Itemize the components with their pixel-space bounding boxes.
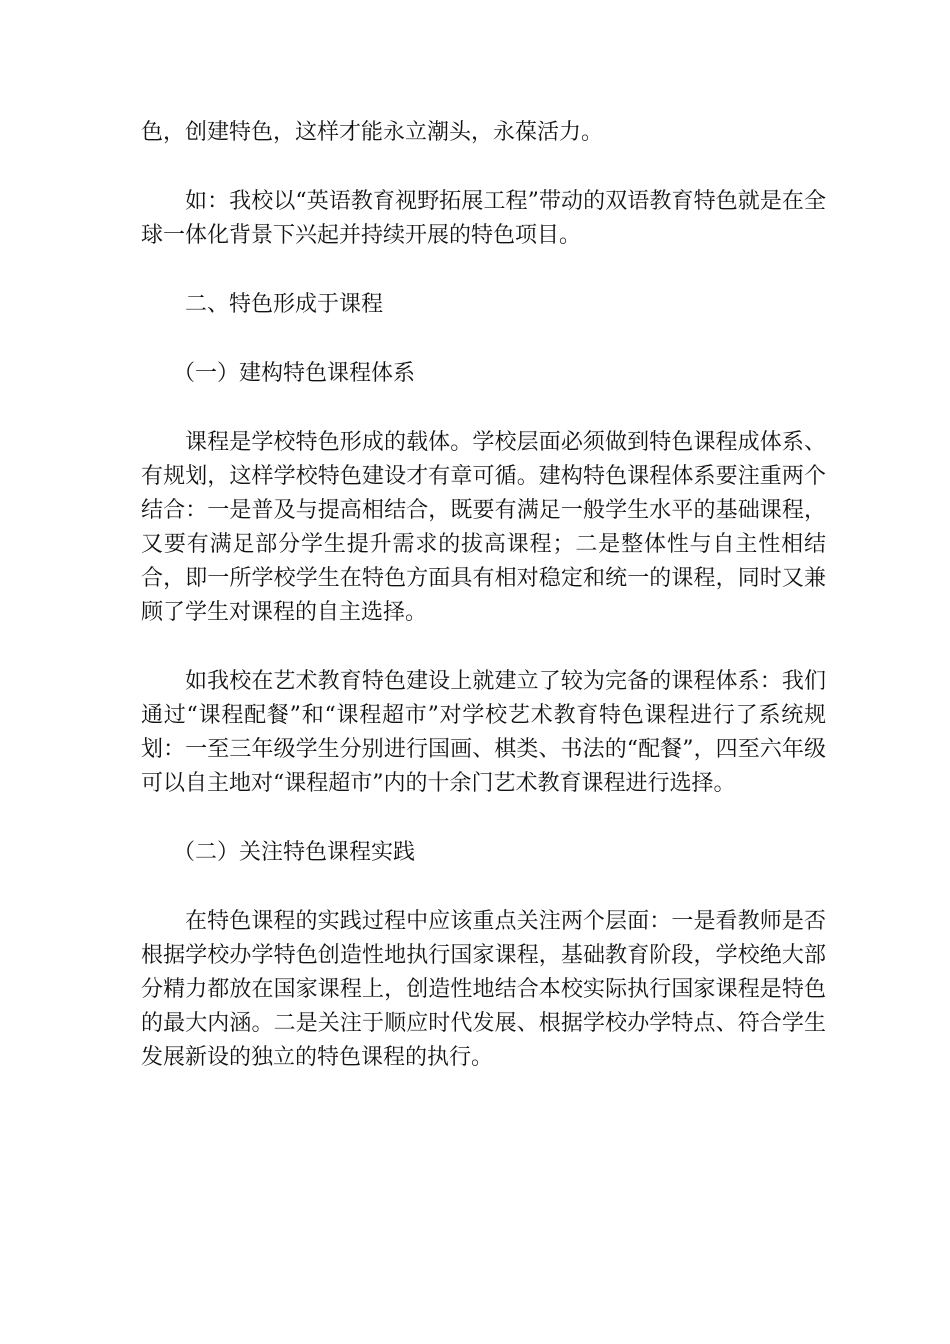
paragraph-curriculum-system: 课程是学校特色形成的载体。学校层面必须做到特色课程成体系、有规划，这样学校特色建设才有章可循。建构特色课程体系要注重两个结合：一是普及与提高相结合，既要有满足一般学生水平的基础课程，又要有满足部分学生提升需求的拔高课程；二是整体性与自主性相结合，即一所学校学生在特色方面具有相对稳定和统一的课程，同时又兼顾了学生对课程的自主选择。 xyxy=(141,430,826,625)
subsection-heading-2: （二）关注特色课程实践 xyxy=(173,840,416,865)
paragraph-art-education-example: 如我校在艺术教育特色建设上就建立了较为完备的课程体系：我们通过“课程配餐”和“课程超市”对学校艺术教育特色课程进行了系统规划：一至三年级学生分别进行国画、棋类、书法的“配餐”，四至六年级可以自主地对“课程超市”内的十余门艺术教育课程进行选择。 xyxy=(141,669,826,796)
paragraph-curriculum-practice: 在特色课程的实践过程中应该重点关注两个层面：一是看教师是否根据学校办学特色创造性地执行国家课程，基础教育阶段，学校绝大部分精力都放在国家课程上，创造性地结合本校实际执行国家课程是特色的最大内涵。二是关注于顺应时代发展、根据学校办学特点、符合学生发展新设的独立的特色课程的执行。 xyxy=(141,909,826,1070)
document-body xyxy=(141,116,826,1110)
paragraph-bilingual-example: 如：我校以“英语教育视野拓展工程”带动的双语教育特色就是在全球一体化背景下兴起并持续开展的特色项目。 xyxy=(141,189,826,248)
paragraph-continuation: 色，创建特色，这样才能永立潮头，永葆活力。 xyxy=(141,120,604,145)
section-heading-2: 二、特色形成于课程 xyxy=(185,292,384,317)
subsection-heading-1: （一）建构特色课程体系 xyxy=(173,361,416,386)
